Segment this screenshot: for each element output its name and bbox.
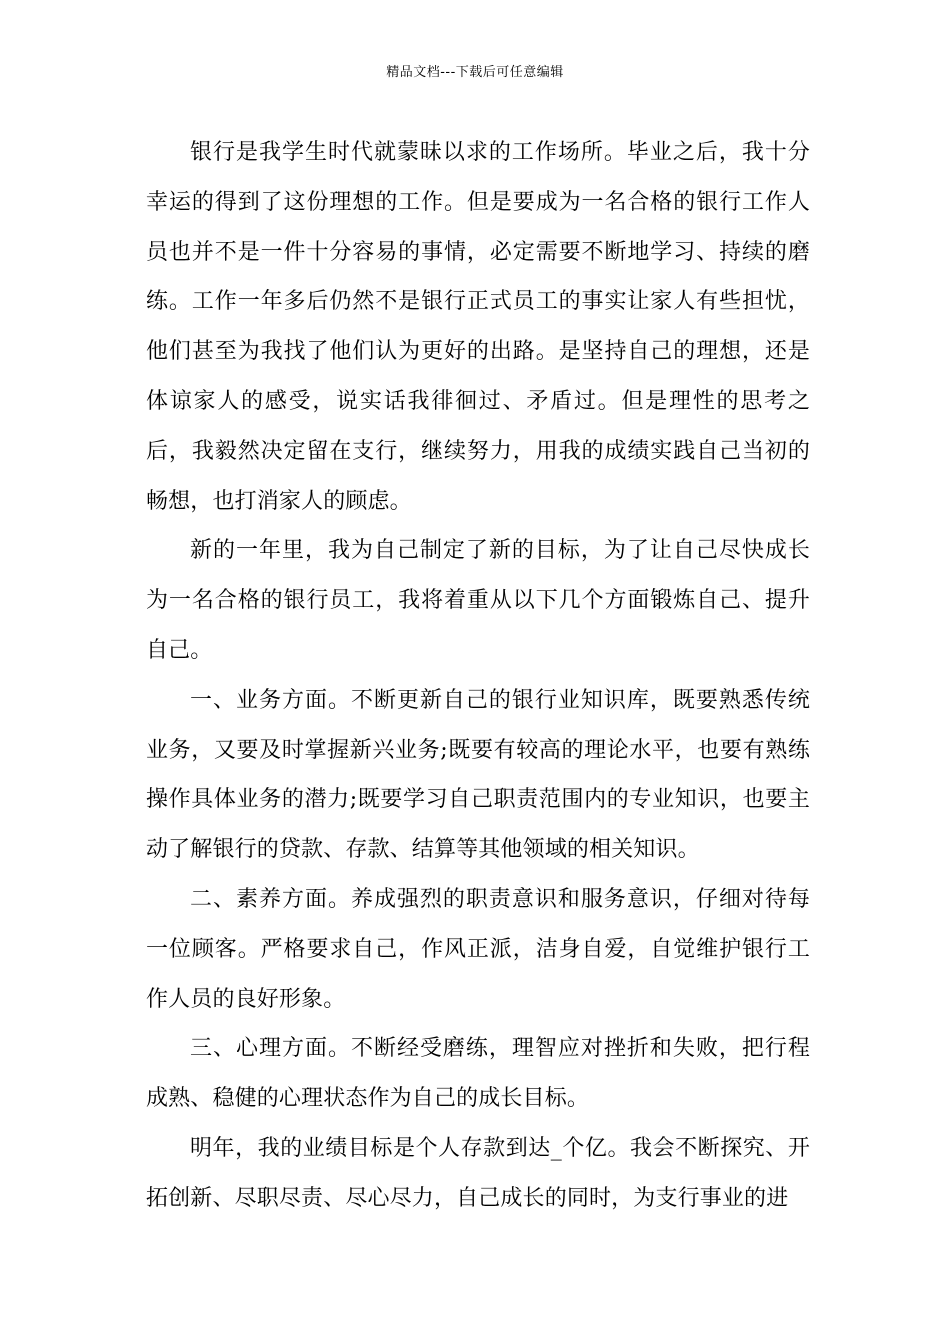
paragraph-new-year-goal: 新的一年里，我为自己制定了新的目标，为了让自己尽快成长为一名合格的银行员工，我将着重从以下几个方面锻炼自己、提升自己。 xyxy=(146,538,810,663)
paragraph-quality-aspect: 二、素养方面。养成强烈的职责意识和服务意识，仔细对待每一位顾客。严格要求自己，作风正派，洁身自爱，自觉维护银行工作人员的良好形象。 xyxy=(146,886,810,1012)
paragraph-career-story: 银行是我学生时代就蒙昧以求的工作场所。毕业之后，我十分幸运的得到了这份理想的工作。但是要成为一名合格的银行工作人员也并不是一件十分容易的事情，必定需要不断地学习、持续的磨练。工作一年多后仍然不是银行正式员工的事实让家人有些担忧，他们甚至为我找了他们认为更好的出路。是坚持自己的理想，还是体谅家人的感受，说实话我徘徊过、矛盾过。但是理性的思考之后，我毅然决定留在支行，继续努力，用我的成绩实践自己当初的畅想，也打消家人的顾虑。 xyxy=(146,140,810,514)
paragraph-performance-target: 明年，我的业绩目标是个人存款到达_个亿。我会不断探究、开拓创新、尽职尽责、尽心尽力，自己成长的同时，为支行事业的进 xyxy=(146,1135,810,1211)
paragraph-psychology-aspect: 三、心理方面。不断经受磨练，理智应对挫折和失败，把行程成熟、稳健的心理状态作为自己的成长目标。 xyxy=(146,1036,810,1112)
paragraph-business-aspect: 一、业务方面。不断更新自己的银行业知识库，既要熟悉传统业务，又要及时掌握新兴业务;既要有较高的理论水平，也要有熟练操作具体业务的潜力;既要学习自己职责范围内的专业知识，也要主动了解银行的贷款、存款、结算等其他领域的相关知识。 xyxy=(146,687,810,863)
page-header: 精品文档---下载后可任意编辑 xyxy=(386,65,564,80)
document-body xyxy=(146,128,810,1224)
